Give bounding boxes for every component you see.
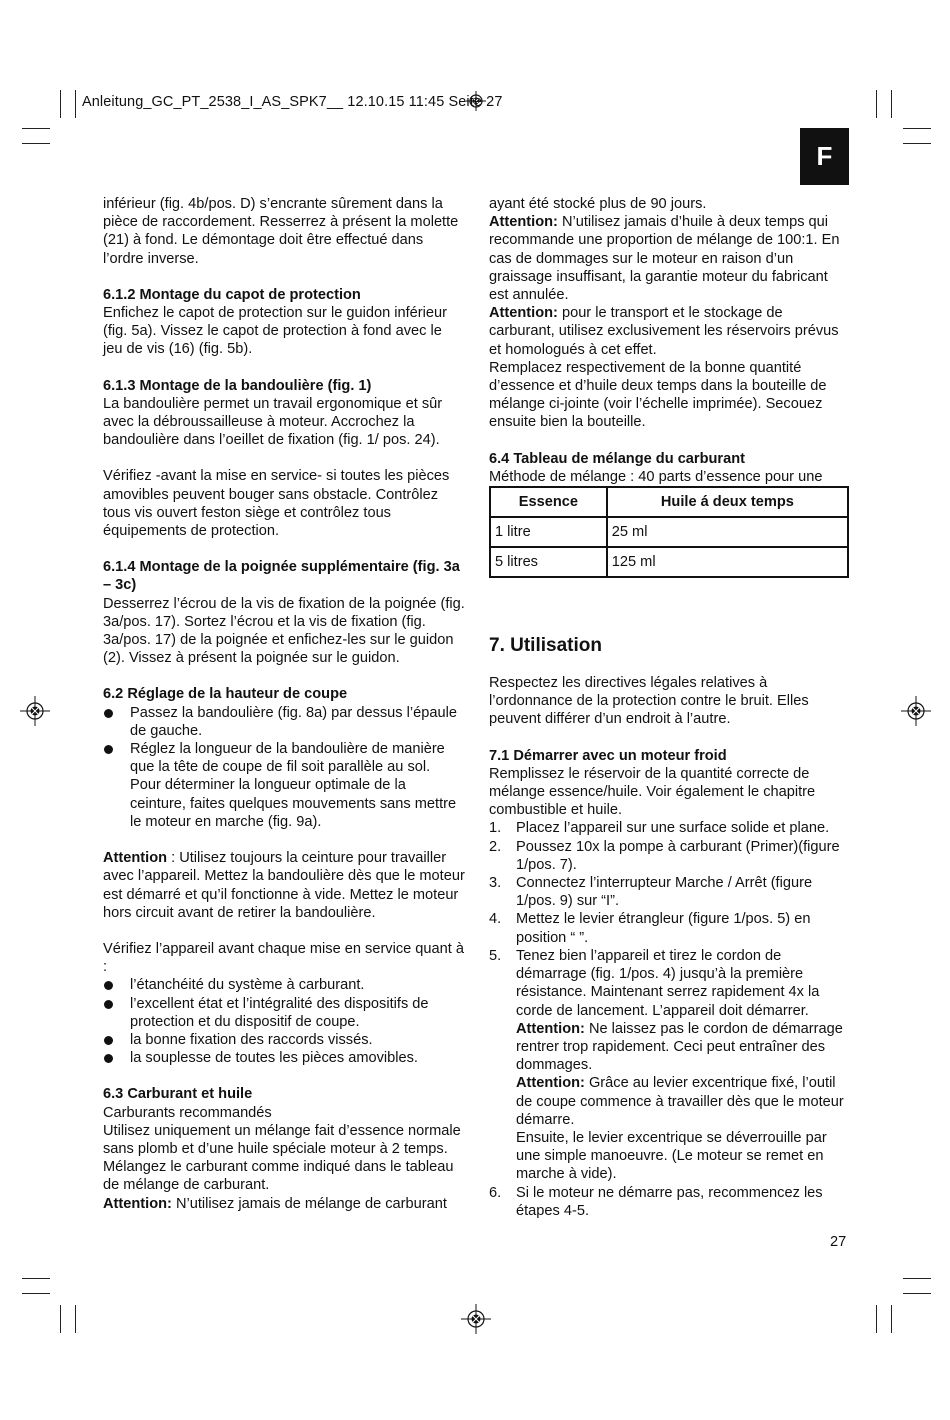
step-item — [489, 910, 851, 946]
table-row — [490, 547, 848, 577]
attention-text: pour le transport et le stockage de carburant, utilisez exclusivement les réservoirs prévus et homologués à cet effet. — [489, 305, 839, 358]
table-row — [490, 517, 848, 547]
crop-mark — [60, 1305, 61, 1333]
crop-mark — [891, 1305, 892, 1333]
crop-mark — [22, 143, 50, 144]
section-heading: 6.1.4 Montage de la poignée supplémentaire (fig. 3a – 3c) — [103, 559, 460, 594]
table-cell: 5 litres — [490, 547, 607, 577]
attention-text: N’utilisez jamais d’huile à deux temps qui recommande une proportion de mélange de 100:1. En cas de dommages sur le moteur en raison d’un graissage insuffisant, la garantie moteur du fabricant est annulée. — [489, 214, 840, 304]
attention-paragraph — [103, 1195, 465, 1213]
step-number: 4. — [489, 911, 502, 928]
crop-mark — [891, 90, 892, 118]
right-column — [489, 195, 851, 1220]
crop-mark — [60, 90, 61, 118]
crop-mark — [22, 128, 50, 129]
list-item: la bonne fixation des raccords vissés. — [103, 1031, 465, 1049]
attention-paragraph — [103, 849, 465, 922]
crop-mark — [876, 90, 877, 118]
step-item — [489, 838, 851, 874]
attention-text: N’utilisez jamais de mélange de carburant — [171, 1195, 447, 1212]
step-attention — [516, 1020, 851, 1075]
paragraph: La bandoulière permet un travail ergonomique et sûr avec la débroussailleuse à moteur. Accrochez la bandoulière dans l’oeillet de fixation (fig. 1/ pos. 24). — [103, 395, 443, 449]
list-item: Réglez la longueur de la bandoulière de manière que la tête de coupe de fil soit parallèle au sol. Pour déterminer la longueur optimale de la ceinture, faites quelques mouvements sans mettre le moteur en marche (fig. 9a). — [103, 740, 465, 831]
crop-mark — [903, 128, 931, 129]
step-attention — [516, 1074, 851, 1129]
crop-mark — [75, 90, 76, 118]
paragraph: Respectez les directives légales relatives à l’ordonnance de la protection contre le bruit. Elles peuvent différer d’un endroit à l’autre. — [489, 675, 809, 728]
paragraph: Desserrez l’écrou de la vis de fixation de la poignée (fig. 3a/pos. 17). Sortez l’écrou et la vis de fixation (fig. 3a/pos. 17) de la poignée et enfichez-les sur le guidon (2). Vissez à présent la poignée sur le guidon. — [103, 595, 465, 667]
page-number: 27 — [830, 1234, 847, 1250]
steps-list — [489, 819, 851, 1219]
step-text: Si le moteur ne démarre pas, recommencez les étapes 4-5. — [516, 1184, 823, 1219]
step-item — [489, 874, 851, 910]
step-number: 1. — [489, 820, 502, 837]
paragraph: Méthode de mélange : 40 parts d’essence pour une — [489, 468, 823, 485]
step-text: Placez l’appareil sur une surface solide et plane. — [516, 820, 830, 837]
print-file-header: Anleitung_GC_PT_2538_I_AS_SPK7__ 12.10.15 11:45 Seite 27 — [82, 94, 503, 110]
crop-mark — [903, 1293, 931, 1294]
step-text: Connectez l’interrupteur Marche / Arrêt (figure 1/pos. 9) sur “I”. — [516, 875, 813, 910]
attention-label: Attention: — [489, 305, 558, 322]
list-item: Passez la bandoulière (fig. 8a) par dessus l’épaule de gauche. — [103, 704, 465, 740]
paragraph: Vérifiez -avant la mise en service- si toutes les pièces amovibles peuvent bouger sans obstacle. Contrôlez tous vis ouvert feston siège et contrôlez tous équipements de protection. — [103, 468, 450, 540]
list-item: la souplesse de toutes les pièces amovibles. — [103, 1049, 465, 1067]
attention-text: Grâce au levier excentrique fixé, l’outil de coupe commence à travailler dès que le moteur démarre. — [516, 1075, 844, 1128]
paragraph: Vérifiez l’appareil avant chaque mise en service quant à : — [103, 940, 464, 976]
table-cell: 125 ml — [607, 547, 848, 577]
bullet-list — [103, 704, 465, 831]
paragraph: Remplacez respectivement de la bonne quantité d’essence et d’huile deux temps dans la bouteille de mélange ci-jointe (voir l’échelle imprimée). Secouez ensuite bien la bouteille. — [489, 359, 827, 431]
attention-label: Attention: — [489, 214, 558, 231]
paragraph: Remplissez le réservoir de la quantité correcte de mélange essence/huile. Voir également le chapitre combustible et huile. — [489, 765, 816, 819]
step-number: 5. — [489, 947, 502, 964]
fuel-mix-table — [489, 486, 849, 578]
crop-mark — [22, 1293, 50, 1294]
left-column — [103, 195, 465, 1213]
attention-paragraph — [489, 213, 851, 304]
list-item: l’excellent état et l’intégralité des dispositifs de protection et du dispositif de coupe. — [103, 995, 465, 1031]
step-number: 3. — [489, 875, 502, 892]
paragraph: Carburants recommandés — [103, 1104, 272, 1121]
step-item — [489, 1184, 851, 1220]
section-heading: 6.1.2 Montage du capot de protection — [103, 286, 361, 303]
step-note: Ensuite, le levier excentrique se déverrouille par une simple manoeuvre. (Le moteur se remet en marche à vide). — [516, 1129, 827, 1183]
step-text: Poussez 10x la pompe à carburant (Primer)(figure 1/pos. 7). — [516, 838, 840, 873]
table-cell: 25 ml — [607, 517, 848, 547]
paragraph: inférieur (fig. 4b/pos. D) s’encrante sûrement dans la pièce de raccordement. Resserrez à présent la molette (21) à fond. Le démontage doit être effectué dans l’ordre inverse. — [103, 196, 459, 267]
list-item: l’étanchéité du système à carburant. — [103, 976, 465, 994]
step-number: 2. — [489, 838, 502, 855]
table-header-cell: Huile á deux temps — [607, 487, 848, 517]
chapter-title: 7. Utilisation — [489, 635, 602, 657]
registration-target-icon — [20, 696, 50, 726]
attention-label: Attention: — [103, 1195, 172, 1212]
section-heading: 6.1.3 Montage de la bandoulière (fig. 1) — [103, 377, 372, 394]
registration-target-icon — [461, 1304, 491, 1334]
language-tab: F — [800, 128, 849, 185]
step-number: 6. — [489, 1184, 502, 1201]
section-heading: 7.1 Démarrer avec un moteur froid — [489, 747, 727, 764]
step-text: Mettez le levier étrangleur (figure 1/pos. 5) en position “ ”. — [516, 911, 811, 946]
crop-mark — [22, 1278, 50, 1279]
attention-label: Attention: — [516, 1075, 585, 1092]
table-header-row — [490, 487, 848, 517]
attention-paragraph — [489, 304, 851, 359]
crop-mark — [876, 1305, 877, 1333]
section-heading: 6.4 Tableau de mélange du carburant — [489, 450, 746, 467]
crop-mark — [75, 1305, 76, 1333]
section-heading: 6.3 Carburant et huile — [103, 1086, 253, 1103]
section-heading: 6.2 Réglage de la hauteur de coupe — [103, 686, 348, 703]
step-item — [489, 947, 851, 1184]
paragraph: ayant été stocké plus de 90 jours. — [489, 196, 707, 212]
table-header-cell: Essence — [490, 487, 607, 517]
table-cell: 1 litre — [490, 517, 607, 547]
registration-target-icon — [901, 696, 931, 726]
crop-mark — [903, 143, 931, 144]
step-text: Tenez bien l’appareil et tirez le cordon de démarrage (fig. 1/pos. 4) jusqu’à la première résistance. Maintenant serrez rapidement 4x la corde de lancement. L’appareil doit démarrer. — [516, 947, 820, 1019]
crop-mark — [903, 1278, 931, 1279]
attention-label: Attention: — [516, 1020, 585, 1037]
step-item — [489, 819, 851, 837]
paragraph: Enfichez le capot de protection sur le guidon inférieur (fig. 5a). Vissez le capot de protection à fond avec le jeu de vis (16) (fig. 5b). — [103, 305, 447, 358]
attention-text: Ne laissez pas le cordon de démarrage rentrer trop rapidement. Ceci peut entraîner des dommages. — [516, 1020, 843, 1074]
paragraph: Utilisez uniquement un mélange fait d’essence normale sans plomb et d’une huile spéciale moteur à 2 temps. Mélangez le carburant comme indiqué dans le tableau de mélange de carburant. — [103, 1122, 461, 1194]
bullet-list — [103, 976, 465, 1067]
attention-text: : Utilisez toujours la ceinture pour travailler avec l’appareil. Mettez la bandoulière dès que le moteur est démarré et qu’il fonctionne à vide. Mettez le moteur hors circuit avant de retirer la bandoulière. — [103, 850, 465, 921]
attention-label: Attention — [103, 850, 168, 867]
